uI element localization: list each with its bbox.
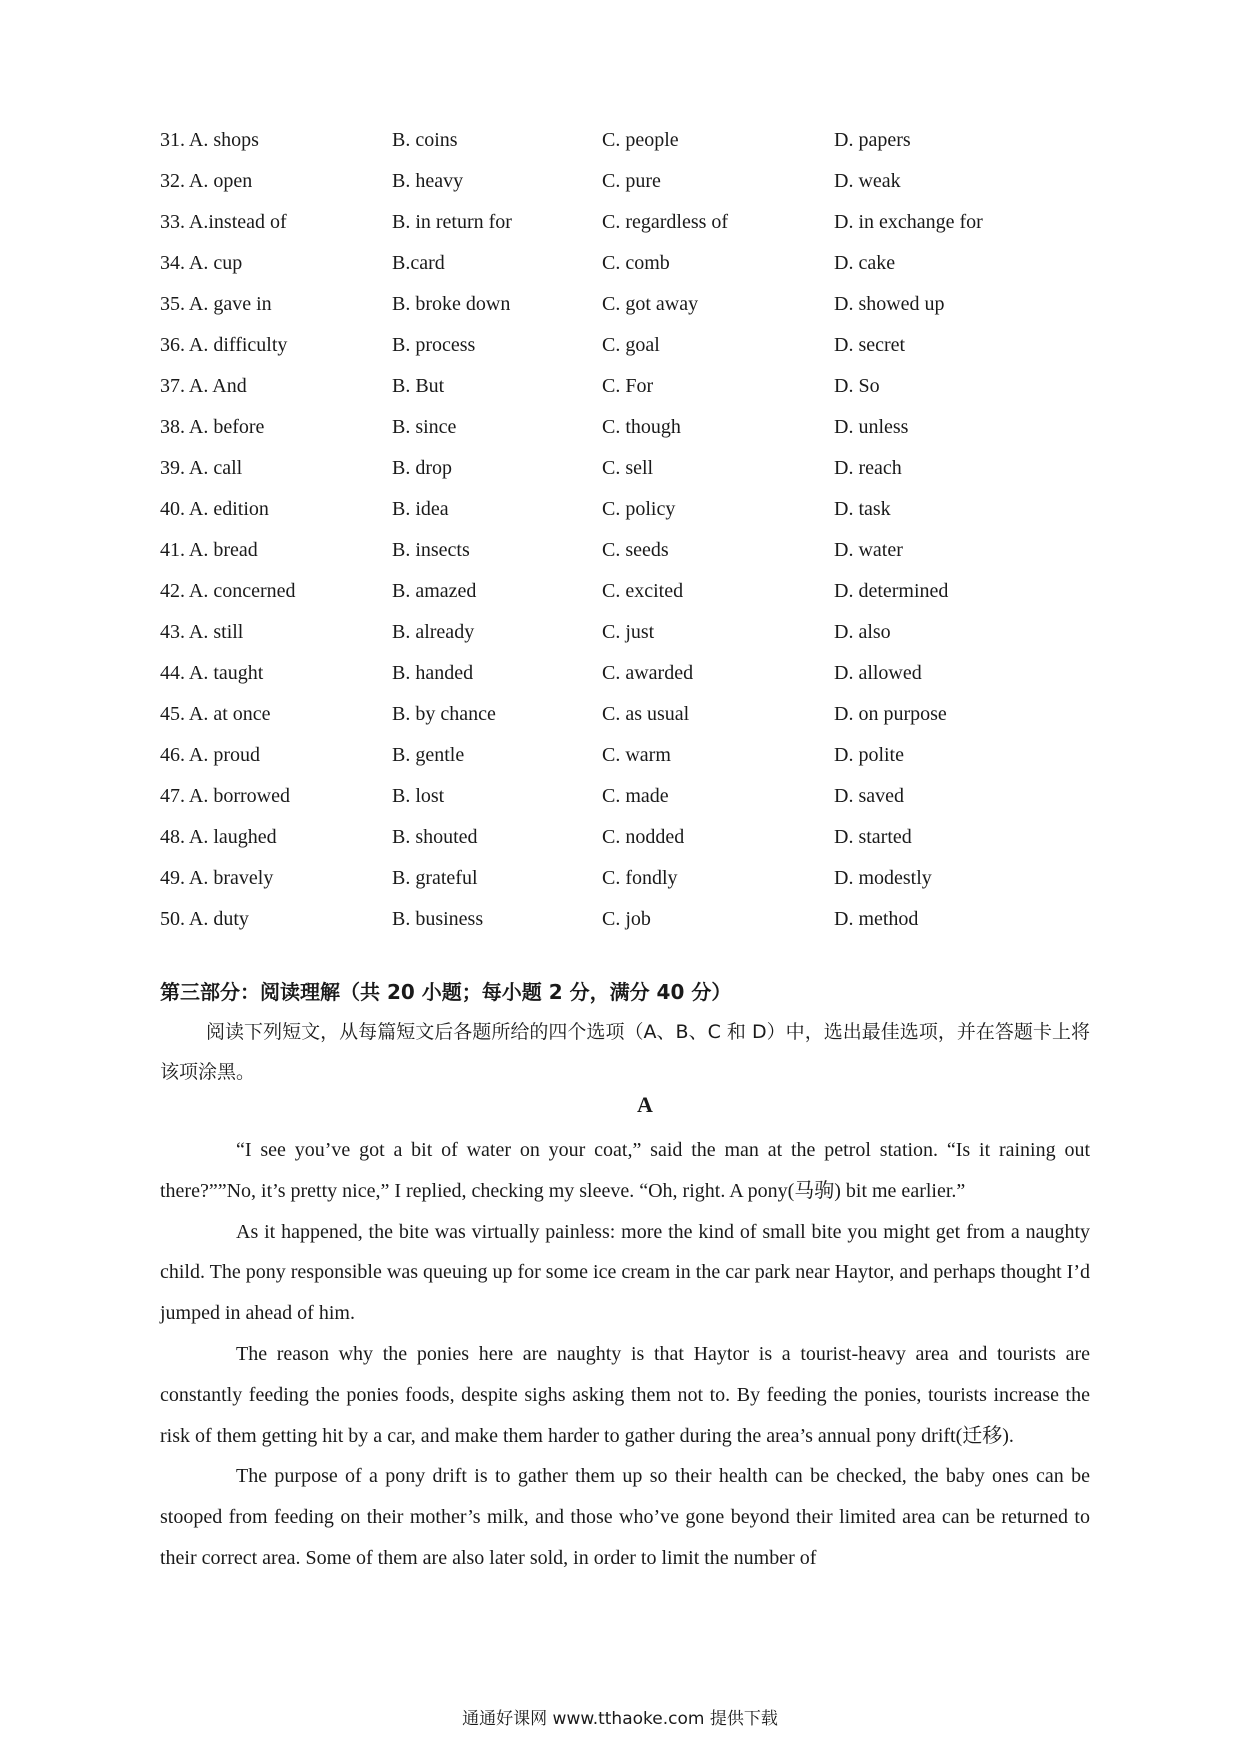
option-a: A. at once [188, 703, 271, 725]
question-row [160, 366, 1110, 407]
option-a: A. before [188, 416, 265, 438]
option-a: A.instead of [188, 211, 287, 233]
option-d: D. saved [834, 785, 904, 807]
option-b: B. shouted [392, 826, 478, 848]
page-footer: 通通好课网 www.tthaoke.com 提供下载 [462, 1709, 778, 1729]
option-d: D. also [834, 621, 891, 643]
option-d: D. papers [834, 129, 911, 151]
option-c: C. seeds [602, 539, 669, 561]
section-instructions: 阅读下列短文，从每篇短文后各题所给的四个选项（A、B、C 和 D）中，选出最佳选项，并在答题卡上将该项涂黑。 [160, 1021, 1090, 1083]
option-d: D. allowed [834, 662, 922, 684]
question-row [160, 817, 1110, 858]
option-c: C. just [602, 621, 655, 643]
option-b: B. heavy [392, 170, 464, 192]
option-c: C. goal [602, 334, 660, 356]
question-row [160, 448, 1110, 489]
option-a: A. proud [188, 744, 261, 766]
question-number-and-option-a [160, 653, 263, 694]
option-b: B. coins [392, 129, 458, 151]
question-number-and-option-a [160, 284, 272, 325]
question-number-and-option-a [160, 776, 290, 817]
option-d: D. showed up [834, 293, 945, 315]
question-number-and-option-a [160, 612, 243, 653]
passage-paragraph: As it happened, the bite was virtually painless: more the kind of small bite you might get from a naughty child. The pony responsible was queuing up for some ice cream in the car park near Haytor, and perhaps thought I’d jumped in ahead of him. [160, 1220, 1090, 1325]
question-row [160, 243, 1110, 284]
passage-paragraph: The purpose of a pony drift is to gather them up so their health can be checked, the baby ones can be stooped from feeding on their mother’s milk, and those who’ve gone beyond their limited area can be returned to their correct area. Some of them are also later sold, in order to limit the number of [160, 1465, 1090, 1569]
question-number: 42. [160, 580, 185, 602]
question-number: 43. [160, 621, 185, 643]
passage-body [160, 1130, 1090, 1579]
question-row [160, 407, 1110, 448]
question-number-and-option-a [160, 407, 264, 448]
option-a: A. edition [188, 498, 269, 520]
option-a: A. borrowed [188, 785, 290, 807]
question-number: 45. [160, 703, 185, 725]
question-number: 34. [160, 252, 185, 274]
question-number: 47. [160, 785, 185, 807]
option-d: D. task [834, 498, 891, 520]
option-a: A. difficulty [188, 334, 288, 356]
option-a: A. concerned [188, 580, 296, 602]
question-row [160, 530, 1110, 571]
question-row [160, 120, 1110, 161]
option-a: A. shops [188, 129, 259, 151]
question-number-and-option-a [160, 120, 259, 161]
option-b: B. drop [392, 457, 452, 479]
option-a: A. cup [188, 252, 243, 274]
option-d: D. started [834, 826, 912, 848]
option-b: B.card [392, 252, 445, 274]
option-d: D. So [834, 375, 880, 397]
question-number: 49. [160, 867, 185, 889]
question-row [160, 858, 1110, 899]
option-c: C. though [602, 416, 681, 438]
option-b: B. idea [392, 498, 449, 520]
option-d: D. cake [834, 252, 896, 274]
option-d: D. modestly [834, 867, 932, 889]
cloze-options-list [160, 120, 1110, 940]
question-number-and-option-a [160, 694, 271, 735]
option-a: A. taught [188, 662, 264, 684]
question-number: 39. [160, 457, 185, 479]
option-c: C. nodded [602, 826, 685, 848]
section-title: 第三部分：阅读理解（共 20 小题；每小题 2 分，满分 40 分） [160, 980, 732, 1004]
option-b: B. lost [392, 785, 445, 807]
question-row [160, 612, 1110, 653]
question-row [160, 571, 1110, 612]
option-b: B. broke down [392, 293, 511, 315]
question-number: 40. [160, 498, 185, 520]
option-b: B. since [392, 416, 457, 438]
question-number: 37. [160, 375, 185, 397]
question-row [160, 161, 1110, 202]
question-number-and-option-a [160, 571, 296, 612]
option-a: A. call [188, 457, 243, 479]
question-number: 44. [160, 662, 185, 684]
option-a: A. duty [188, 908, 249, 930]
passage-paragraph: The reason why the ponies here are naughty is that Haytor is a tourist-heavy area and tourists are constantly feeding the ponies foods, despite sighs asking them not to. By feeding the ponies, tourists increase the risk of them getting hit by a car, and make them harder to gather during the area’s annual pony drift(迁移). [160, 1342, 1090, 1447]
question-number-and-option-a [160, 489, 269, 530]
option-b: B. handed [392, 662, 474, 684]
option-a: A. And [188, 375, 247, 397]
option-c: C. people [602, 129, 679, 151]
option-c: C. pure [602, 170, 661, 192]
question-number-and-option-a [160, 735, 260, 776]
passage-heading: A [637, 1092, 653, 1117]
option-a: A. bravely [188, 867, 274, 889]
question-number: 50. [160, 908, 185, 930]
option-a: A. open [188, 170, 253, 192]
question-row [160, 202, 1110, 243]
option-c: C. policy [602, 498, 676, 520]
option-c: C. For [602, 375, 654, 397]
option-b: B. in return for [392, 211, 512, 233]
option-d: D. unless [834, 416, 909, 438]
question-number-and-option-a [160, 243, 242, 284]
option-c: C. excited [602, 580, 684, 602]
option-b: B. insects [392, 539, 470, 561]
option-d: D. water [834, 539, 903, 561]
option-a: A. gave in [188, 293, 272, 315]
question-row [160, 735, 1110, 776]
question-row [160, 653, 1110, 694]
option-a: A. bread [188, 539, 258, 561]
question-number-and-option-a [160, 817, 277, 858]
question-row [160, 694, 1110, 735]
option-c: C. got away [602, 293, 699, 315]
option-d: D. polite [834, 744, 904, 766]
option-c: C. sell [602, 457, 654, 479]
question-number: 32. [160, 170, 185, 192]
option-b: B. process [392, 334, 476, 356]
question-number: 36. [160, 334, 185, 356]
question-number-and-option-a [160, 366, 247, 407]
question-number-and-option-a [160, 858, 273, 899]
question-number: 33. [160, 211, 185, 233]
passage-paragraph: “I see you’ve got a bit of water on your coat,” said the man at the petrol station. “Is it raining out there?””No, it’s pretty nice,” I replied, checking my sleeve. “Oh, right. A pony(马驹) bit me earlier.” [160, 1139, 1090, 1202]
question-number: 38. [160, 416, 185, 438]
question-row [160, 284, 1110, 325]
question-row [160, 776, 1110, 817]
option-d: D. method [834, 908, 919, 930]
option-d: D. reach [834, 457, 902, 479]
question-number-and-option-a [160, 202, 287, 243]
option-c: C. as usual [602, 703, 690, 725]
question-number-and-option-a [160, 161, 252, 202]
option-d: D. on purpose [834, 703, 947, 725]
option-d: D. secret [834, 334, 906, 356]
option-c: C. fondly [602, 867, 678, 889]
question-number: 31. [160, 129, 185, 151]
question-number-and-option-a [160, 530, 258, 571]
option-b: B. grateful [392, 867, 478, 889]
option-c: C. job [602, 908, 651, 930]
option-c: C. warm [602, 744, 671, 766]
option-c: C. made [602, 785, 669, 807]
option-c: C. regardless of [602, 211, 729, 233]
option-b: B. business [392, 908, 484, 930]
question-row [160, 325, 1110, 366]
option-d: D. determined [834, 580, 949, 602]
option-b: B. amazed [392, 580, 477, 602]
option-b: B. But [392, 375, 445, 397]
option-a: A. laughed [188, 826, 277, 848]
option-d: D. weak [834, 170, 901, 192]
question-number: 46. [160, 744, 185, 766]
question-row [160, 899, 1110, 940]
question-row [160, 489, 1110, 530]
question-number: 35. [160, 293, 185, 315]
question-number: 48. [160, 826, 185, 848]
option-b: B. gentle [392, 744, 465, 766]
question-number-and-option-a [160, 325, 287, 366]
option-a: A. still [188, 621, 244, 643]
question-number: 41. [160, 539, 185, 561]
option-c: C. comb [602, 252, 670, 274]
question-number-and-option-a [160, 899, 249, 940]
question-number-and-option-a [160, 448, 242, 489]
option-d: D. in exchange for [834, 211, 983, 233]
option-b: B. already [392, 621, 475, 643]
option-b: B. by chance [392, 703, 496, 725]
option-c: C. awarded [602, 662, 694, 684]
